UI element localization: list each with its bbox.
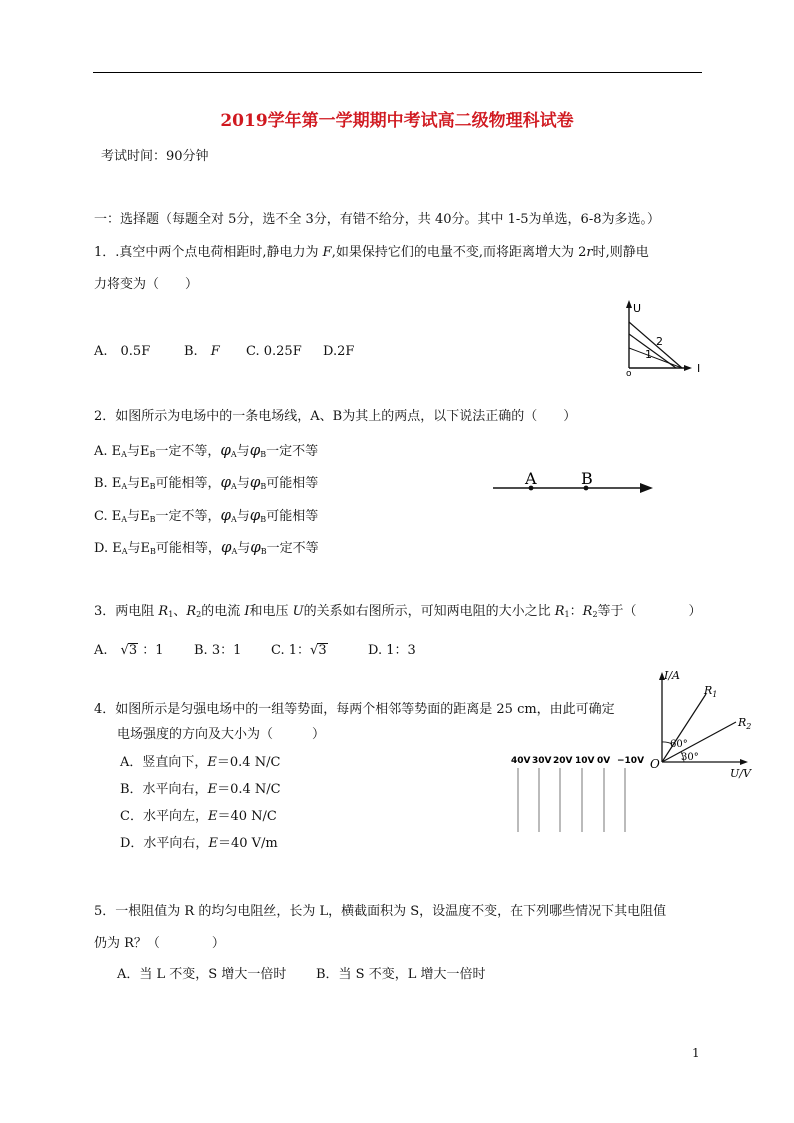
q3-option-b: B. 3：1 <box>194 643 242 658</box>
q2-option-d: D. $E_A$与$E_B$可能相等，$\varphi_A$与$\varphi_B$一定不等 <box>94 538 319 556</box>
u-axis-label: U <box>633 302 642 315</box>
u-axis-label: U/V <box>730 767 751 780</box>
q1-option-c: C. 0.25F <box>246 344 302 359</box>
q5-line2: 仍为 R？（ ） <box>94 936 225 951</box>
potential-label-0v: 0V <box>597 756 611 766</box>
point-a-label: A <box>525 469 537 488</box>
angle-30-label: 30° <box>681 752 699 763</box>
q1-option-a: A. 0.5F <box>94 344 151 359</box>
origin-label: o <box>626 369 632 379</box>
q2-option-c: C. $E_A$与$E_B$一定不等，$\varphi_A$与$\varphi_B$可能相等 <box>94 506 319 524</box>
q3-option-c: C. 1：√3 <box>271 643 327 658</box>
page-number: 1 <box>692 1046 700 1060</box>
q1-line1: 1．.真空中两个点电荷相距时,静电力为 F,如果保持它们的电量不变,而将距离增大为 2r时,则静电 <box>94 245 649 260</box>
q1-option-b: B. F <box>184 344 220 359</box>
q2-option-b: B. $E_A$与$E_B$可能相等，$\varphi_A$与$\varphi_B$可能相等 <box>94 473 319 491</box>
q5-line1: 5．一根阻值为 R 的均匀电阻丝，长为 L，横截面积为 S，设温度不变，在下列哪些情况下其电阻值 <box>94 904 667 919</box>
q2-option-a: A. $E_A$与$E_B$一定不等，$\varphi_A$与$\varphi_B$一定不等 <box>94 441 319 459</box>
q5-option-b: B．当 S 不变，L 增大一倍时 <box>316 967 486 982</box>
q5-option-a: A．当 L 不变，S 增大一倍时 <box>117 967 287 982</box>
q3-option-a: A. √3 ：1 <box>94 643 164 658</box>
r2-label: $R_2$ <box>738 716 752 731</box>
page-title: 2019学年第一学期期中考试高二级物理科试卷 <box>220 111 574 131</box>
q4-option-a: A．竖直向下，E＝0.4 N/C <box>120 755 281 770</box>
equipotential-figure <box>508 752 643 834</box>
exam-time: 考试时间：90分钟 <box>101 149 209 164</box>
i-axis-label: I/A <box>664 669 680 682</box>
q4-line1: 4．如图所示是匀强电场中的一组等势面，每两个相邻等势面的距离是 25 cm，由此可确定 <box>94 702 615 717</box>
q1-option-d: D.2F <box>323 344 355 359</box>
top-rule <box>93 72 702 73</box>
point-b-label: B <box>581 469 593 488</box>
potential-label-20v: 20V <box>553 756 573 766</box>
q4-line2: 电场强度的方向及大小为（ ） <box>117 727 326 742</box>
u-i-graph-figure <box>620 298 710 378</box>
origin-label: O <box>650 757 660 771</box>
line-2-label: 2 <box>656 335 663 348</box>
line-1-label: 1 <box>645 348 652 361</box>
q2-stem: 2．如图所示为电场中的一条电场线，A、B为其上的两点，以下说法正确的（ ） <box>94 409 577 424</box>
r1-label: $R_1$ <box>704 684 718 699</box>
potential-label-40v: 40V <box>511 756 531 766</box>
i-axis-label: I <box>697 362 701 375</box>
q3-option-d: D. 1：3 <box>368 643 416 658</box>
potential-label-10v: 10V <box>575 756 595 766</box>
i-u-graph-figure <box>644 664 756 782</box>
q4-option-c: C．水平向左，E＝40 N/C <box>120 809 277 824</box>
q4-option-d: D．水平向右，E＝40 V/m <box>120 836 278 851</box>
potential-label-minus10v: −10V <box>617 756 645 766</box>
q3-stem: 3．两电阻 $R_1$、$R_2$的电流 I和电压 U的关系如右图所示，可知两电阻的大小之比 $R_1$：$R_2$等于（ ） <box>94 604 702 619</box>
potential-label-30v: 30V <box>532 756 552 766</box>
q4-option-b: B．水平向右，E＝0.4 N/C <box>120 782 281 797</box>
section-heading: 一：选择题（每题全对 5分，选不全 3分，有错不给分，共 40分。其中 1-5为单选，6-8为多选。） <box>94 212 660 227</box>
field-line-figure <box>490 466 660 498</box>
angle-60-label: 60° <box>670 739 688 750</box>
q1-line2: 力将变为（ ） <box>94 277 199 292</box>
